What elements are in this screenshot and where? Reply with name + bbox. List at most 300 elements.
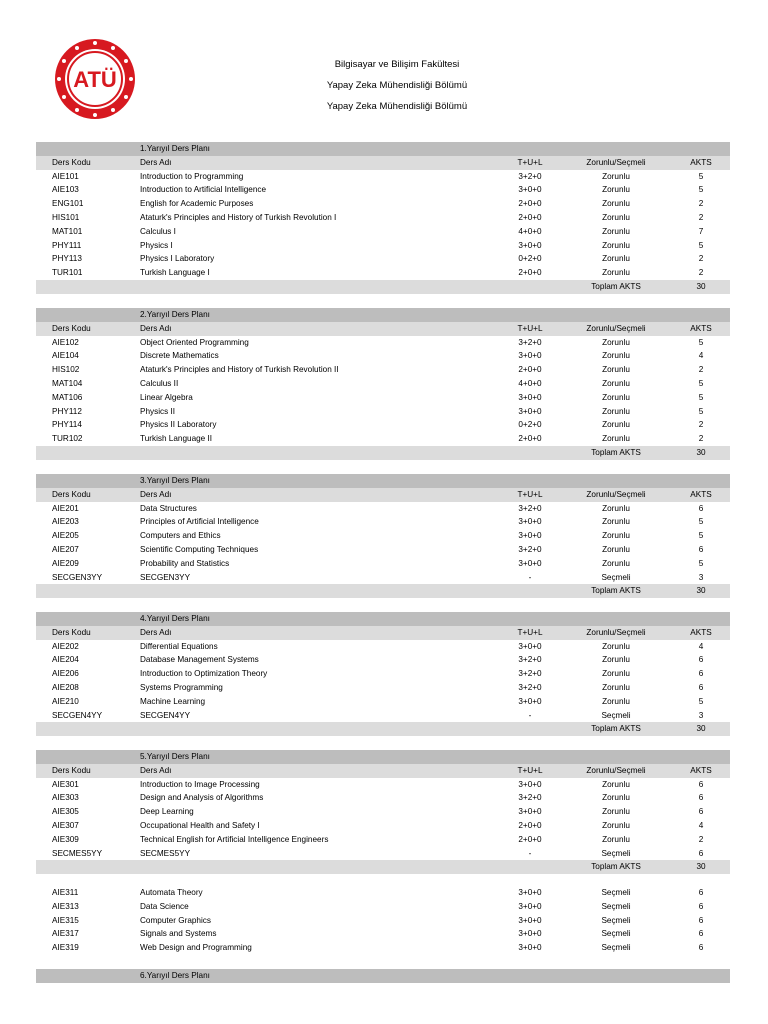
course-name: Physics I Laboratory — [140, 254, 215, 264]
department-name-repeat: Yapay Zeka Mühendisliği Bölümü — [326, 101, 468, 112]
course-akts: 2 — [698, 199, 704, 209]
course-tul: 3+2+0 — [518, 682, 542, 692]
total-label: Toplam AKTS — [591, 281, 641, 291]
table-header-row — [36, 156, 730, 170]
table-row — [36, 349, 730, 363]
header-name: Ders Adı — [140, 765, 172, 775]
course-type: Zorunlu — [602, 268, 630, 278]
course-name: Turkish Language II — [140, 434, 213, 444]
semester-title: 6.Yarıyıl Ders Planı — [140, 971, 210, 980]
table-row — [36, 557, 730, 571]
table-row — [36, 847, 730, 861]
header-type: Zorunlu/Seçmeli — [586, 157, 646, 167]
semester-title-row — [36, 474, 730, 488]
department-name: Yapay Zeka Mühendisliği Bölümü — [326, 80, 468, 91]
course-type: Zorunlu — [602, 641, 630, 651]
course-name: Principles of Artificial Intelligence — [140, 517, 259, 527]
course-name: Computer Graphics — [140, 915, 211, 925]
header-name: Ders Adı — [140, 489, 172, 499]
course-akts: 7 — [698, 226, 704, 236]
course-name: SECMES5YY — [140, 848, 191, 858]
course-type: Zorunlu — [602, 212, 630, 222]
course-code: AIE103 — [52, 185, 79, 195]
table-row — [36, 900, 730, 914]
course-code: AIE301 — [52, 779, 79, 789]
course-type: Zorunlu — [602, 406, 630, 416]
course-code: ENG101 — [52, 199, 84, 209]
course-name: Linear Algebra — [140, 392, 193, 402]
total-label: Toplam AKTS — [591, 586, 641, 596]
course-tul: 3+2+0 — [518, 503, 542, 513]
course-code: MAT104 — [52, 378, 83, 388]
course-code: TUR101 — [52, 268, 83, 278]
course-tul: 3+2+0 — [518, 669, 542, 679]
total-label: Toplam AKTS — [591, 447, 641, 457]
semester-title: 2.Yarıyıl Ders Planı — [140, 310, 210, 319]
course-akts: 2 — [698, 254, 704, 264]
table-row — [36, 886, 730, 900]
course-code: AIE307 — [52, 820, 79, 830]
course-type: Zorunlu — [602, 807, 630, 817]
semester-title-row — [36, 612, 730, 626]
course-type: Zorunlu — [602, 793, 630, 803]
faculty-name: Bilgisayar ve Bilişim Fakültesi — [334, 59, 460, 70]
course-tul: 3+0+0 — [518, 240, 542, 250]
course-name: Ataturk's Principles and History of Turkish Revolution I — [140, 212, 337, 222]
course-code: AIE210 — [52, 696, 79, 706]
table-row — [36, 653, 730, 667]
header-type: Zorunlu/Seçmeli — [586, 765, 646, 775]
course-name: Ataturk's Principles and History of Turkish Revolution II — [140, 365, 339, 375]
course-akts: 5 — [698, 558, 704, 568]
header-tul: T+U+L — [517, 157, 543, 167]
table-row — [36, 377, 730, 391]
course-tul: 2+0+0 — [518, 212, 542, 222]
course-akts: 5 — [698, 378, 704, 388]
course-tul: 2+0+0 — [518, 199, 542, 209]
course-type: Zorunlu — [602, 378, 630, 388]
course-code: AIE315 — [52, 915, 79, 925]
table-row — [36, 667, 730, 681]
header-tul: T+U+L — [517, 489, 543, 499]
course-akts: 6 — [698, 943, 704, 953]
table-row — [36, 363, 730, 377]
course-akts: 6 — [698, 655, 704, 665]
course-name: English for Academic Purposes — [140, 199, 254, 209]
course-akts: 6 — [698, 888, 704, 897]
course-akts: 6 — [698, 901, 704, 911]
table-row — [36, 239, 730, 253]
header-code: Ders Kodu — [52, 765, 91, 775]
table-row — [36, 791, 730, 805]
course-type: Zorunlu — [602, 696, 630, 706]
table-row — [36, 529, 730, 543]
course-code: AIE207 — [52, 544, 79, 554]
course-akts: 6 — [698, 682, 704, 692]
table-row — [36, 197, 730, 211]
course-name: Computers and Ethics — [140, 531, 221, 541]
course-name: Object Oriented Programming — [140, 337, 249, 347]
course-tul: 3+2+0 — [518, 171, 542, 181]
total-row — [36, 860, 730, 874]
course-akts: 3 — [698, 572, 704, 582]
university-logo — [53, 37, 137, 121]
course-type: Seçmeli — [601, 915, 631, 925]
course-name: Physics I — [140, 240, 173, 250]
course-type: Zorunlu — [602, 503, 630, 513]
course-tul: 3+0+0 — [518, 915, 542, 925]
course-code: AIE319 — [52, 943, 79, 953]
table-header-row — [36, 322, 730, 336]
course-type: Zorunlu — [602, 834, 630, 844]
course-name: Machine Learning — [140, 696, 206, 706]
table-row — [36, 571, 730, 585]
course-akts: 4 — [698, 641, 704, 651]
table-header-row — [36, 488, 730, 502]
course-tul: 3+0+0 — [518, 779, 542, 789]
course-akts: 5 — [698, 337, 704, 347]
table-row — [36, 778, 730, 792]
course-name: Calculus II — [140, 378, 179, 388]
course-code: MAT106 — [52, 392, 83, 402]
course-tul: - — [528, 710, 532, 720]
course-akts: 5 — [698, 185, 704, 195]
course-type: Zorunlu — [602, 517, 630, 527]
course-tul: 0+2+0 — [518, 254, 542, 264]
table-row — [36, 252, 730, 266]
course-code: AIE104 — [52, 351, 79, 361]
course-code: AIE303 — [52, 793, 79, 803]
semester-title-row — [36, 750, 730, 764]
course-code: MAT101 — [52, 226, 83, 236]
semester-title: 4.Yarıyıl Ders Planı — [140, 614, 210, 623]
total-akts: 30 — [696, 447, 706, 457]
course-tul: 3+2+0 — [518, 793, 542, 803]
course-akts: 2 — [698, 212, 704, 222]
course-akts: 6 — [698, 779, 704, 789]
course-code: PHY111 — [52, 240, 82, 250]
course-tul: 3+0+0 — [518, 558, 542, 568]
course-name: Physics II Laboratory — [140, 420, 217, 430]
header-code: Ders Kodu — [52, 323, 91, 333]
course-code: AIE206 — [52, 669, 79, 679]
course-name: Systems Programming — [140, 682, 223, 692]
course-tul: 3+2+0 — [518, 544, 542, 554]
course-akts: 6 — [698, 544, 704, 554]
table-row — [36, 170, 730, 184]
elective-table — [36, 886, 730, 955]
course-name: Introduction to Optimization Theory — [140, 669, 268, 679]
course-name: Data Science — [140, 901, 189, 911]
course-code: AIE311 — [52, 888, 79, 897]
logo-text: ATÜ — [73, 67, 117, 92]
course-code: PHY112 — [52, 406, 82, 416]
course-name: Differential Equations — [140, 641, 218, 651]
course-code: PHY114 — [52, 420, 82, 430]
course-type: Zorunlu — [602, 365, 630, 375]
course-name: SECGEN3YY — [140, 572, 191, 582]
course-type: Seçmeli — [601, 943, 631, 953]
table-row — [36, 927, 730, 941]
course-name: SECGEN4YY — [140, 710, 191, 720]
course-akts: 5 — [698, 517, 704, 527]
course-code: TUR102 — [52, 434, 83, 444]
semester-title-row — [36, 308, 730, 322]
table-row — [36, 709, 730, 723]
semester-table — [36, 750, 730, 874]
course-type: Zorunlu — [602, 820, 630, 830]
course-tul: 3+0+0 — [518, 641, 542, 651]
course-type: Zorunlu — [602, 669, 630, 679]
semester-title: 1.Yarıyıl Ders Planı — [140, 144, 210, 153]
semester-title-row — [36, 969, 730, 983]
table-row — [36, 515, 730, 529]
course-akts: 2 — [698, 434, 704, 444]
course-tul: 2+0+0 — [518, 834, 542, 844]
course-akts: 2 — [698, 365, 704, 375]
course-name: Introduction to Image Processing — [140, 779, 260, 789]
course-name: Calculus I — [140, 226, 176, 236]
table-header-row — [36, 626, 730, 640]
course-type: Zorunlu — [602, 655, 630, 665]
table-row — [36, 405, 730, 419]
course-tul: 2+0+0 — [518, 268, 542, 278]
course-tul: 3+0+0 — [518, 406, 542, 416]
course-tul: 4+0+0 — [518, 226, 542, 236]
course-name: Signals and Systems — [140, 929, 217, 939]
course-type: Zorunlu — [602, 544, 630, 554]
course-name: Web Design and Programming — [140, 943, 252, 953]
header-akts: AKTS — [690, 627, 712, 637]
course-code: AIE201 — [52, 503, 79, 513]
course-name: Introduction to Programming — [140, 171, 244, 181]
total-label: Toplam AKTS — [591, 724, 641, 734]
header-name: Ders Adı — [140, 323, 172, 333]
semester-table — [36, 969, 730, 983]
course-akts: 6 — [698, 848, 704, 858]
course-akts: 6 — [698, 929, 704, 939]
course-name: Physics II — [140, 406, 176, 416]
semester-table — [36, 308, 730, 460]
course-akts: 5 — [698, 240, 704, 250]
course-code: AIE317 — [52, 929, 79, 939]
course-code: AIE313 — [52, 901, 79, 911]
course-tul: 3+0+0 — [518, 943, 542, 953]
course-code: AIE102 — [52, 337, 79, 347]
course-name: Probability and Statistics — [140, 558, 230, 568]
course-akts: 4 — [698, 351, 704, 361]
semester-table — [36, 612, 730, 736]
table-row — [36, 695, 730, 709]
course-type: Zorunlu — [602, 240, 630, 250]
header-tul: T+U+L — [517, 627, 543, 637]
table-row — [36, 640, 730, 654]
course-type: Zorunlu — [602, 254, 630, 264]
semester-title: 3.Yarıyıl Ders Planı — [140, 476, 210, 485]
table-row — [36, 819, 730, 833]
course-tul: 3+0+0 — [518, 517, 542, 527]
course-name: Turkish Language I — [140, 268, 210, 278]
table-row — [36, 211, 730, 225]
course-tul: 3+0+0 — [518, 185, 542, 195]
course-akts: 2 — [698, 420, 704, 430]
table-row — [36, 914, 730, 928]
table-row — [36, 805, 730, 819]
course-type: Zorunlu — [602, 351, 630, 361]
total-row — [36, 722, 730, 736]
course-type: Zorunlu — [602, 682, 630, 692]
course-akts: 5 — [698, 531, 704, 541]
total-row — [36, 280, 730, 294]
course-type: Zorunlu — [602, 337, 630, 347]
total-akts: 30 — [696, 586, 706, 596]
table-row — [36, 543, 730, 557]
course-code: SECMES5YY — [52, 848, 103, 858]
course-tul: 2+0+0 — [518, 365, 542, 375]
semester-table — [36, 142, 730, 294]
course-akts: 6 — [698, 793, 704, 803]
course-type: Seçmeli — [601, 848, 631, 858]
course-akts: 5 — [698, 696, 704, 706]
total-row — [36, 584, 730, 598]
course-type: Zorunlu — [602, 531, 630, 541]
header-akts: AKTS — [690, 765, 712, 775]
course-akts: 3 — [698, 710, 704, 720]
course-tul: 3+0+0 — [518, 392, 542, 402]
header-code: Ders Kodu — [52, 627, 91, 637]
course-tul: 3+0+0 — [518, 696, 542, 706]
course-type: Zorunlu — [602, 226, 630, 236]
course-tul: 3+0+0 — [518, 351, 542, 361]
course-type: Seçmeli — [601, 901, 631, 911]
course-type: Seçmeli — [601, 710, 631, 720]
header-name: Ders Adı — [140, 627, 172, 637]
course-name: Design and Analysis of Algorithms — [140, 793, 264, 803]
header-code: Ders Kodu — [52, 489, 91, 499]
course-code: PHY113 — [52, 254, 82, 264]
header-akts: AKTS — [690, 489, 712, 499]
course-type: Zorunlu — [602, 392, 630, 402]
course-code: AIE309 — [52, 834, 79, 844]
course-tul: 3+0+0 — [518, 901, 542, 911]
semester-title: 5.Yarıyıl Ders Planı — [140, 752, 210, 761]
course-name: Occupational Health and Safety I — [140, 820, 260, 830]
course-tul: 4+0+0 — [518, 378, 542, 388]
total-label: Toplam AKTS — [591, 862, 641, 872]
header-tul: T+U+L — [517, 765, 543, 775]
total-akts: 30 — [696, 862, 706, 872]
course-tul: 3+0+0 — [518, 888, 542, 897]
header-name: Ders Adı — [140, 157, 172, 167]
course-akts: 5 — [698, 406, 704, 416]
course-akts: 6 — [698, 915, 704, 925]
course-akts: 4 — [698, 820, 704, 830]
table-row — [36, 183, 730, 197]
course-tul: - — [528, 572, 532, 582]
table-row — [36, 418, 730, 432]
table-row — [36, 225, 730, 239]
course-tul: 2+0+0 — [518, 820, 542, 830]
course-type: Zorunlu — [602, 434, 630, 444]
course-code: AIE305 — [52, 807, 79, 817]
total-akts: 30 — [696, 724, 706, 734]
course-name: Database Management Systems — [140, 655, 259, 665]
course-type: Zorunlu — [602, 779, 630, 789]
course-tul: 3+0+0 — [518, 929, 542, 939]
table-row — [36, 502, 730, 516]
course-tul: - — [528, 848, 532, 858]
course-type: Zorunlu — [602, 185, 630, 195]
table-row — [36, 391, 730, 405]
course-akts: 6 — [698, 807, 704, 817]
course-name: Automata Theory — [140, 888, 203, 897]
course-type: Zorunlu — [602, 171, 630, 181]
course-code: AIE203 — [52, 517, 79, 527]
table-row — [36, 833, 730, 847]
course-code: AIE204 — [52, 655, 79, 665]
course-code: SECGEN3YY — [52, 572, 103, 582]
course-code: AIE205 — [52, 531, 79, 541]
course-tul: 3+0+0 — [518, 807, 542, 817]
header-code: Ders Kodu — [52, 157, 91, 167]
course-name: Technical English for Artificial Intelligence Engineers — [140, 834, 329, 844]
course-tul: 3+2+0 — [518, 655, 542, 665]
course-akts: 5 — [698, 392, 704, 402]
course-type: Zorunlu — [602, 420, 630, 430]
course-name: Data Structures — [140, 503, 197, 513]
course-tul: 0+2+0 — [518, 420, 542, 430]
course-type: Seçmeli — [601, 888, 631, 897]
course-tul: 3+0+0 — [518, 531, 542, 541]
course-type: Seçmeli — [601, 572, 631, 582]
course-akts: 5 — [698, 171, 704, 181]
course-type: Zorunlu — [602, 558, 630, 568]
course-code: AIE202 — [52, 641, 79, 651]
table-header-row — [36, 764, 730, 778]
course-code: HIS101 — [52, 212, 80, 222]
semester-title-row — [36, 142, 730, 156]
header-tul: T+U+L — [517, 323, 543, 333]
course-akts: 6 — [698, 669, 704, 679]
course-akts: 6 — [698, 503, 704, 513]
course-code: AIE209 — [52, 558, 79, 568]
course-type: Zorunlu — [602, 199, 630, 209]
table-row — [36, 336, 730, 350]
course-tul: 3+2+0 — [518, 337, 542, 347]
table-row — [36, 432, 730, 446]
course-type: Seçmeli — [601, 929, 631, 939]
course-akts: 2 — [698, 834, 704, 844]
header-akts: AKTS — [690, 157, 712, 167]
course-name: Deep Learning — [140, 807, 194, 817]
header-type: Zorunlu/Seçmeli — [586, 627, 646, 637]
course-code: AIE208 — [52, 682, 79, 692]
semester-table — [36, 474, 730, 598]
course-akts: 2 — [698, 268, 704, 278]
table-row — [36, 941, 730, 955]
header-type: Zorunlu/Seçmeli — [586, 489, 646, 499]
course-tul: 2+0+0 — [518, 434, 542, 444]
course-name: Discrete Mathematics — [140, 351, 219, 361]
total-akts: 30 — [696, 281, 706, 291]
header-type: Zorunlu/Seçmeli — [586, 323, 646, 333]
course-code: HIS102 — [52, 365, 80, 375]
header-akts: AKTS — [690, 323, 712, 333]
table-row — [36, 266, 730, 280]
table-row — [36, 681, 730, 695]
course-code: SECGEN4YY — [52, 710, 103, 720]
course-name: Introduction to Artificial Intelligence — [140, 185, 267, 195]
